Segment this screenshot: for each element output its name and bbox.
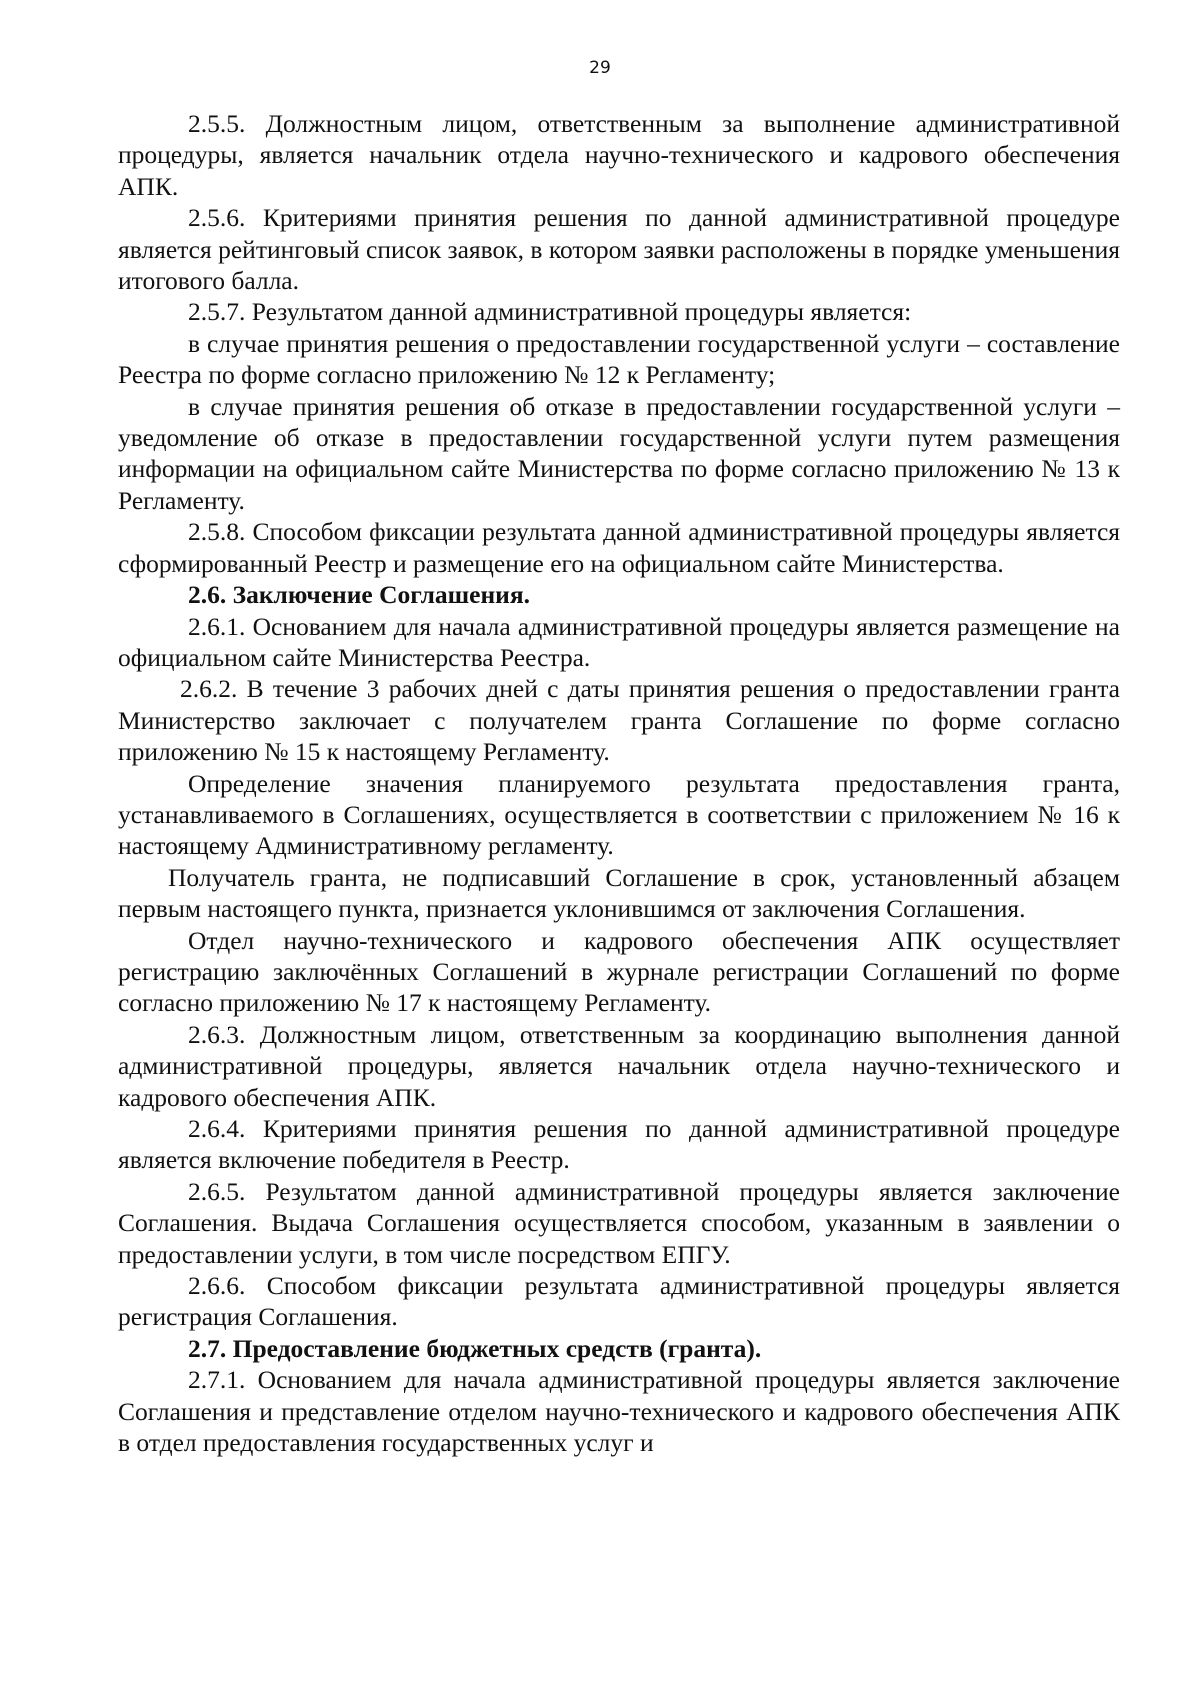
paragraph-2-6-5: 2.6.5. Результатом данной административной процедуры является заключение Соглашения. Выдача Соглашения осуществляется способом, указанным в заявлении о предоставлении услуги, в том числе посредством ЕПГУ. xyxy=(118,1176,1120,1269)
section-heading-2-7: 2.7. Предоставление бюджетных средств (гранта). xyxy=(188,1333,762,1363)
paragraph-2-5-5: 2.5.5. Должностным лицом, ответственным за выполнение административной процедуры, является начальник отдела научно-технического и кадрового обеспечения АПК. xyxy=(118,109,1120,201)
paragraph-2-6-2-evasion: Получатель гранта, не подписавший Соглашение в срок, установленный абзацем первым настоящего пункта, признается уклонившимся от заключения Соглашения. xyxy=(118,862,1120,924)
paragraph-2-6-6: 2.6.6. Способом фиксации результата административной процедуры является регистрация Соглашения. xyxy=(118,1271,1120,1332)
section-heading-2-6: 2.6. Заключение Соглашения. xyxy=(188,580,531,610)
paragraph-2-5-7-case-grant: в случае принятия решения о предоставлении государственной услуги – составление Реестра по форме согласно приложению № 12 к Регламенту; xyxy=(118,328,1120,390)
paragraph-2-7-1: 2.7.1. Основанием для начала административной процедуры является заключение Соглашения и представление отделом научно-технического и кадрового обеспечения АПК в отдел предоставления государственных услуг и xyxy=(118,1365,1120,1458)
paragraph-2-6-4: 2.6.4. Критериями принятия решения по данной административной процедуре является включение победителя в Реестр. xyxy=(118,1114,1120,1175)
paragraph-2-6-2-registration: Отдел научно-технического и кадрового обеспечения АПК осуществляет регистрацию заключённых Соглашений в журнале регистрации Соглашений по форме согласно приложению № 17 к настоящему Регламенту. xyxy=(118,925,1120,1018)
paragraph-2-6-1: 2.6.1. Основанием для начала административной процедуры является размещение на официальном сайте Министерства Реестра. xyxy=(118,611,1120,672)
paragraph-2-6-2: 2.6.2. В течение 3 рабочих дней с даты принятия решения о предоставлении гранта Министерство заключает с получателем гранта Соглашение по форме согласно приложению № 15 к настоящему Регламенту. xyxy=(118,674,1120,767)
paragraph-2-5-7-case-refusal: в случае принятия решения об отказе в предоставлении государственной услуги – уведомление об отказе в предоставлении государственной услуги путем размещения информации на официальном сайте Министерства по форме согласно приложению № 13 к Регламенту. xyxy=(118,391,1120,515)
paragraph-2-5-7: 2.5.7. Результатом данной административной процедуры является: xyxy=(188,297,912,327)
paragraph-2-5-6: 2.5.6. Критериями принятия решения по данной административной процедуре является рейтинговый список заявок, в котором заявки расположены в порядке уменьшения итогового балла. xyxy=(118,203,1120,296)
paragraph-2-6-3: 2.6.3. Должностным лицом, ответственным за координацию выполнения данной административной процедуры, является начальник отдела научно-технического и кадрового обеспечения АПК. xyxy=(118,1019,1120,1112)
document-body xyxy=(118,108,1120,1458)
paragraph-2-5-8: 2.5.8. Способом фиксации результата данной административной процедуры является сформированный Реестр и размещение его на официальном сайте Министерства. xyxy=(118,517,1120,578)
paragraph-2-6-2-result: Определение значения планируемого результата предоставления гранта, устанавливаемого в Соглашениях, осуществляется в соответствии с приложением № 16 к настоящему Административному регламенту. xyxy=(118,768,1120,861)
page-number: 29 xyxy=(589,58,611,78)
